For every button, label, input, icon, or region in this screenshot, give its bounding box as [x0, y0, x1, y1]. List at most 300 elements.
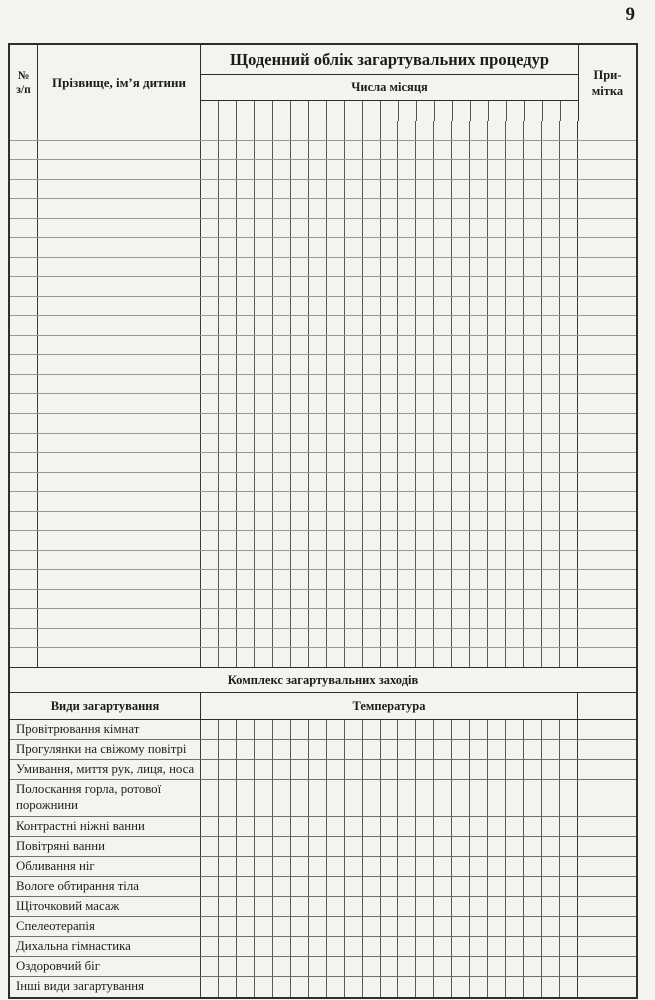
day-cell[interactable] — [560, 473, 578, 492]
day-cell[interactable] — [201, 258, 219, 277]
day-cell[interactable] — [291, 551, 309, 570]
day-cell[interactable] — [452, 629, 470, 648]
day-cell[interactable] — [291, 180, 309, 199]
day-cell[interactable] — [327, 590, 345, 609]
day-cell[interactable] — [237, 199, 255, 218]
temperature-cell[interactable] — [488, 817, 506, 836]
day-cell[interactable] — [237, 434, 255, 453]
child-name-cell[interactable] — [38, 238, 201, 257]
day-cell[interactable] — [452, 238, 470, 257]
row-number-cell[interactable] — [10, 121, 38, 140]
temperature-cell[interactable] — [452, 760, 470, 779]
day-cell[interactable] — [309, 375, 327, 394]
child-name-cell[interactable] — [38, 570, 201, 589]
note-cell[interactable] — [578, 453, 636, 472]
day-cell[interactable] — [416, 648, 434, 667]
day-cell[interactable] — [201, 512, 219, 531]
temperature-cell[interactable] — [309, 720, 327, 739]
temperature-cell[interactable] — [201, 977, 219, 997]
day-cell[interactable] — [452, 512, 470, 531]
day-cell[interactable] — [488, 570, 506, 589]
child-name-cell[interactable] — [38, 512, 201, 531]
day-cell[interactable] — [309, 277, 327, 296]
day-cell[interactable] — [363, 609, 381, 628]
day-cell[interactable] — [381, 590, 399, 609]
day-cell[interactable] — [363, 473, 381, 492]
temperature-cell[interactable] — [201, 780, 219, 816]
temperature-cell[interactable] — [560, 817, 578, 836]
day-cell[interactable] — [416, 141, 434, 160]
temperature-cell[interactable] — [291, 857, 309, 876]
row-number-cell[interactable] — [10, 531, 38, 550]
temperature-cell[interactable] — [219, 837, 237, 856]
temperature-cell[interactable] — [542, 780, 560, 816]
day-cell[interactable] — [542, 492, 560, 511]
day-number-cell[interactable] — [561, 101, 578, 121]
type-row-note-cell[interactable] — [578, 817, 636, 836]
day-cell[interactable] — [470, 121, 488, 140]
day-cell[interactable] — [255, 531, 273, 550]
day-cell[interactable] — [219, 121, 237, 140]
day-cell[interactable] — [470, 473, 488, 492]
day-cell[interactable] — [398, 473, 416, 492]
day-cell[interactable] — [452, 590, 470, 609]
note-cell[interactable] — [578, 473, 636, 492]
day-cell[interactable] — [488, 336, 506, 355]
day-cell[interactable] — [488, 219, 506, 238]
day-cell[interactable] — [201, 648, 219, 667]
day-cell[interactable] — [255, 648, 273, 667]
temperature-cell[interactable] — [416, 897, 434, 916]
day-cell[interactable] — [273, 414, 291, 433]
day-cell[interactable] — [327, 238, 345, 257]
day-cell[interactable] — [452, 121, 470, 140]
day-cell[interactable] — [219, 219, 237, 238]
day-cell[interactable] — [309, 453, 327, 472]
child-name-cell[interactable] — [38, 258, 201, 277]
day-cell[interactable] — [237, 336, 255, 355]
row-number-cell[interactable] — [10, 199, 38, 218]
day-cell[interactable] — [524, 512, 542, 531]
temperature-cell[interactable] — [327, 937, 345, 956]
temperature-cell[interactable] — [542, 760, 560, 779]
day-cell[interactable] — [398, 277, 416, 296]
day-cell[interactable] — [452, 297, 470, 316]
day-cell[interactable] — [398, 297, 416, 316]
child-name-cell[interactable] — [38, 121, 201, 140]
day-cell[interactable] — [345, 199, 363, 218]
temperature-cell[interactable] — [488, 937, 506, 956]
day-cell[interactable] — [237, 180, 255, 199]
temperature-cell[interactable] — [381, 837, 399, 856]
day-cell[interactable] — [237, 316, 255, 335]
day-cell[interactable] — [381, 473, 399, 492]
temperature-cell[interactable] — [416, 760, 434, 779]
temperature-cell[interactable] — [434, 740, 452, 759]
temperature-cell[interactable] — [560, 977, 578, 997]
day-cell[interactable] — [560, 492, 578, 511]
day-cell[interactable] — [398, 355, 416, 374]
temperature-cell[interactable] — [488, 977, 506, 997]
temperature-cell[interactable] — [398, 760, 416, 779]
day-cell[interactable] — [560, 375, 578, 394]
day-cell[interactable] — [237, 297, 255, 316]
day-cell[interactable] — [434, 199, 452, 218]
temperature-cell[interactable] — [381, 740, 399, 759]
note-cell[interactable] — [578, 141, 636, 160]
day-cell[interactable] — [524, 531, 542, 550]
day-cell[interactable] — [416, 414, 434, 433]
day-cell[interactable] — [488, 121, 506, 140]
day-cell[interactable] — [291, 355, 309, 374]
day-cell[interactable] — [542, 434, 560, 453]
day-cell[interactable] — [488, 297, 506, 316]
day-cell[interactable] — [398, 492, 416, 511]
day-cell[interactable] — [434, 609, 452, 628]
day-cell[interactable] — [363, 219, 381, 238]
day-cell[interactable] — [381, 355, 399, 374]
temperature-cell[interactable] — [434, 957, 452, 976]
temperature-cell[interactable] — [506, 897, 524, 916]
day-cell[interactable] — [255, 297, 273, 316]
temperature-cell[interactable] — [255, 817, 273, 836]
temperature-cell[interactable] — [416, 917, 434, 936]
day-cell[interactable] — [416, 434, 434, 453]
day-cell[interactable] — [506, 570, 524, 589]
day-cell[interactable] — [560, 531, 578, 550]
day-cell[interactable] — [542, 238, 560, 257]
temperature-cell[interactable] — [291, 837, 309, 856]
temperature-cell[interactable] — [416, 937, 434, 956]
day-cell[interactable] — [273, 434, 291, 453]
day-cell[interactable] — [542, 453, 560, 472]
type-row-note-cell[interactable] — [578, 897, 636, 916]
day-cell[interactable] — [201, 473, 219, 492]
row-number-cell[interactable] — [10, 141, 38, 160]
day-cell[interactable] — [381, 375, 399, 394]
temperature-cell[interactable] — [416, 780, 434, 816]
temperature-cell[interactable] — [309, 817, 327, 836]
day-cell[interactable] — [434, 629, 452, 648]
temperature-cell[interactable] — [488, 780, 506, 816]
child-name-cell[interactable] — [38, 180, 201, 199]
day-cell[interactable] — [434, 336, 452, 355]
day-cell[interactable] — [434, 121, 452, 140]
day-cell[interactable] — [201, 160, 219, 179]
day-cell[interactable] — [398, 375, 416, 394]
temperature-cell[interactable] — [291, 917, 309, 936]
child-name-cell[interactable] — [38, 355, 201, 374]
day-cell[interactable] — [434, 590, 452, 609]
day-cell[interactable] — [560, 629, 578, 648]
temperature-cell[interactable] — [560, 957, 578, 976]
type-row-note-cell[interactable] — [578, 917, 636, 936]
day-cell[interactable] — [309, 629, 327, 648]
day-cell[interactable] — [542, 297, 560, 316]
day-cell[interactable] — [524, 434, 542, 453]
day-number-cell[interactable] — [381, 101, 399, 121]
child-name-cell[interactable] — [38, 141, 201, 160]
note-cell[interactable] — [578, 414, 636, 433]
day-cell[interactable] — [327, 414, 345, 433]
day-cell[interactable] — [470, 394, 488, 413]
temperature-cell[interactable] — [219, 720, 237, 739]
temperature-cell[interactable] — [398, 917, 416, 936]
day-cell[interactable] — [291, 160, 309, 179]
day-cell[interactable] — [345, 648, 363, 667]
temperature-cell[interactable] — [524, 877, 542, 896]
day-cell[interactable] — [327, 551, 345, 570]
temperature-cell[interactable] — [381, 957, 399, 976]
note-cell[interactable] — [578, 551, 636, 570]
day-cell[interactable] — [398, 141, 416, 160]
day-cell[interactable] — [201, 531, 219, 550]
day-number-cell[interactable] — [471, 101, 489, 121]
day-cell[interactable] — [327, 492, 345, 511]
day-cell[interactable] — [201, 492, 219, 511]
day-cell[interactable] — [237, 512, 255, 531]
day-cell[interactable] — [291, 629, 309, 648]
day-cell[interactable] — [255, 434, 273, 453]
temperature-cell[interactable] — [506, 780, 524, 816]
temperature-cell[interactable] — [542, 817, 560, 836]
day-cell[interactable] — [488, 492, 506, 511]
day-cell[interactable] — [309, 141, 327, 160]
temperature-cell[interactable] — [237, 780, 255, 816]
temperature-cell[interactable] — [273, 877, 291, 896]
day-cell[interactable] — [506, 121, 524, 140]
temperature-cell[interactable] — [219, 897, 237, 916]
day-cell[interactable] — [309, 609, 327, 628]
temperature-cell[interactable] — [237, 897, 255, 916]
row-number-cell[interactable] — [10, 160, 38, 179]
day-cell[interactable] — [291, 648, 309, 667]
day-cell[interactable] — [524, 394, 542, 413]
temperature-cell[interactable] — [398, 780, 416, 816]
day-cell[interactable] — [201, 121, 219, 140]
temperature-cell[interactable] — [416, 837, 434, 856]
temperature-cell[interactable] — [398, 877, 416, 896]
temperature-cell[interactable] — [470, 720, 488, 739]
temperature-cell[interactable] — [488, 720, 506, 739]
temperature-cell[interactable] — [524, 740, 542, 759]
day-cell[interactable] — [219, 609, 237, 628]
day-cell[interactable] — [381, 219, 399, 238]
temperature-cell[interactable] — [345, 817, 363, 836]
temperature-cell[interactable] — [470, 957, 488, 976]
temperature-cell[interactable] — [201, 740, 219, 759]
note-cell[interactable] — [578, 238, 636, 257]
temperature-cell[interactable] — [309, 937, 327, 956]
child-name-cell[interactable] — [38, 375, 201, 394]
temperature-cell[interactable] — [452, 720, 470, 739]
day-cell[interactable] — [542, 629, 560, 648]
day-cell[interactable] — [255, 453, 273, 472]
temperature-cell[interactable] — [363, 837, 381, 856]
day-cell[interactable] — [273, 141, 291, 160]
day-number-cell[interactable] — [255, 101, 273, 121]
day-cell[interactable] — [488, 531, 506, 550]
day-cell[interactable] — [291, 394, 309, 413]
row-number-cell[interactable] — [10, 297, 38, 316]
temperature-cell[interactable] — [452, 877, 470, 896]
day-cell[interactable] — [291, 258, 309, 277]
day-cell[interactable] — [452, 492, 470, 511]
day-cell[interactable] — [434, 141, 452, 160]
day-cell[interactable] — [452, 551, 470, 570]
day-cell[interactable] — [345, 629, 363, 648]
child-name-cell[interactable] — [38, 531, 201, 550]
day-cell[interactable] — [273, 355, 291, 374]
day-cell[interactable] — [327, 473, 345, 492]
day-cell[interactable] — [309, 492, 327, 511]
temperature-cell[interactable] — [542, 897, 560, 916]
day-cell[interactable] — [327, 141, 345, 160]
day-cell[interactable] — [560, 336, 578, 355]
temperature-cell[interactable] — [201, 877, 219, 896]
day-cell[interactable] — [273, 551, 291, 570]
temperature-cell[interactable] — [291, 817, 309, 836]
day-cell[interactable] — [291, 199, 309, 218]
day-cell[interactable] — [273, 258, 291, 277]
day-cell[interactable] — [452, 375, 470, 394]
temperature-cell[interactable] — [345, 837, 363, 856]
temperature-cell[interactable] — [219, 957, 237, 976]
day-cell[interactable] — [381, 141, 399, 160]
temperature-cell[interactable] — [363, 977, 381, 997]
day-cell[interactable] — [219, 453, 237, 472]
day-cell[interactable] — [488, 551, 506, 570]
day-cell[interactable] — [219, 434, 237, 453]
child-name-cell[interactable] — [38, 297, 201, 316]
day-cell[interactable] — [381, 180, 399, 199]
temperature-cell[interactable] — [470, 977, 488, 997]
day-cell[interactable] — [524, 570, 542, 589]
temperature-cell[interactable] — [255, 957, 273, 976]
day-cell[interactable] — [273, 394, 291, 413]
temperature-cell[interactable] — [416, 957, 434, 976]
temperature-cell[interactable] — [416, 740, 434, 759]
day-cell[interactable] — [381, 434, 399, 453]
day-cell[interactable] — [291, 453, 309, 472]
day-cell[interactable] — [255, 570, 273, 589]
temperature-cell[interactable] — [381, 977, 399, 997]
temperature-cell[interactable] — [273, 837, 291, 856]
day-cell[interactable] — [309, 570, 327, 589]
temperature-cell[interactable] — [327, 780, 345, 816]
temperature-cell[interactable] — [291, 957, 309, 976]
temperature-cell[interactable] — [560, 780, 578, 816]
type-row-note-cell[interactable] — [578, 857, 636, 876]
day-cell[interactable] — [237, 219, 255, 238]
day-cell[interactable] — [542, 531, 560, 550]
day-cell[interactable] — [219, 297, 237, 316]
day-cell[interactable] — [237, 590, 255, 609]
temperature-cell[interactable] — [398, 720, 416, 739]
day-cell[interactable] — [506, 199, 524, 218]
day-cell[interactable] — [560, 648, 578, 667]
day-cell[interactable] — [506, 453, 524, 472]
day-cell[interactable] — [452, 180, 470, 199]
temperature-cell[interactable] — [309, 977, 327, 997]
child-name-cell[interactable] — [38, 551, 201, 570]
day-cell[interactable] — [309, 238, 327, 257]
day-cell[interactable] — [381, 629, 399, 648]
day-cell[interactable] — [273, 512, 291, 531]
temperature-cell[interactable] — [434, 897, 452, 916]
day-cell[interactable] — [309, 394, 327, 413]
day-cell[interactable] — [327, 512, 345, 531]
day-cell[interactable] — [291, 492, 309, 511]
day-cell[interactable] — [255, 512, 273, 531]
day-cell[interactable] — [219, 394, 237, 413]
day-cell[interactable] — [255, 492, 273, 511]
temperature-cell[interactable] — [506, 837, 524, 856]
day-cell[interactable] — [470, 141, 488, 160]
temperature-cell[interactable] — [309, 780, 327, 816]
temperature-cell[interactable] — [398, 857, 416, 876]
day-cell[interactable] — [219, 375, 237, 394]
temperature-cell[interactable] — [506, 857, 524, 876]
day-cell[interactable] — [327, 434, 345, 453]
day-cell[interactable] — [381, 531, 399, 550]
day-cell[interactable] — [434, 531, 452, 550]
day-cell[interactable] — [524, 219, 542, 238]
temperature-cell[interactable] — [381, 857, 399, 876]
day-cell[interactable] — [470, 336, 488, 355]
day-cell[interactable] — [452, 414, 470, 433]
child-name-cell[interactable] — [38, 336, 201, 355]
day-cell[interactable] — [201, 629, 219, 648]
day-cell[interactable] — [434, 219, 452, 238]
day-cell[interactable] — [470, 219, 488, 238]
temperature-cell[interactable] — [381, 720, 399, 739]
day-cell[interactable] — [273, 531, 291, 550]
day-cell[interactable] — [219, 590, 237, 609]
day-cell[interactable] — [434, 512, 452, 531]
type-row-note-cell[interactable] — [578, 720, 636, 739]
day-number-cell[interactable] — [543, 101, 561, 121]
day-number-cell[interactable] — [507, 101, 525, 121]
row-number-cell[interactable] — [10, 414, 38, 433]
temperature-cell[interactable] — [542, 977, 560, 997]
day-cell[interactable] — [488, 277, 506, 296]
day-cell[interactable] — [219, 648, 237, 667]
day-cell[interactable] — [560, 219, 578, 238]
temperature-cell[interactable] — [291, 760, 309, 779]
day-cell[interactable] — [542, 590, 560, 609]
temperature-cell[interactable] — [470, 760, 488, 779]
day-cell[interactable] — [452, 453, 470, 472]
day-cell[interactable] — [416, 258, 434, 277]
day-cell[interactable] — [201, 609, 219, 628]
temperature-cell[interactable] — [237, 760, 255, 779]
day-cell[interactable] — [381, 336, 399, 355]
day-cell[interactable] — [452, 316, 470, 335]
day-cell[interactable] — [488, 355, 506, 374]
day-cell[interactable] — [488, 414, 506, 433]
child-name-cell[interactable] — [38, 590, 201, 609]
day-cell[interactable] — [345, 238, 363, 257]
temperature-cell[interactable] — [201, 917, 219, 936]
day-cell[interactable] — [255, 180, 273, 199]
day-cell[interactable] — [219, 355, 237, 374]
day-cell[interactable] — [219, 492, 237, 511]
temperature-cell[interactable] — [255, 897, 273, 916]
note-cell[interactable] — [578, 590, 636, 609]
day-cell[interactable] — [327, 297, 345, 316]
temperature-cell[interactable] — [488, 740, 506, 759]
